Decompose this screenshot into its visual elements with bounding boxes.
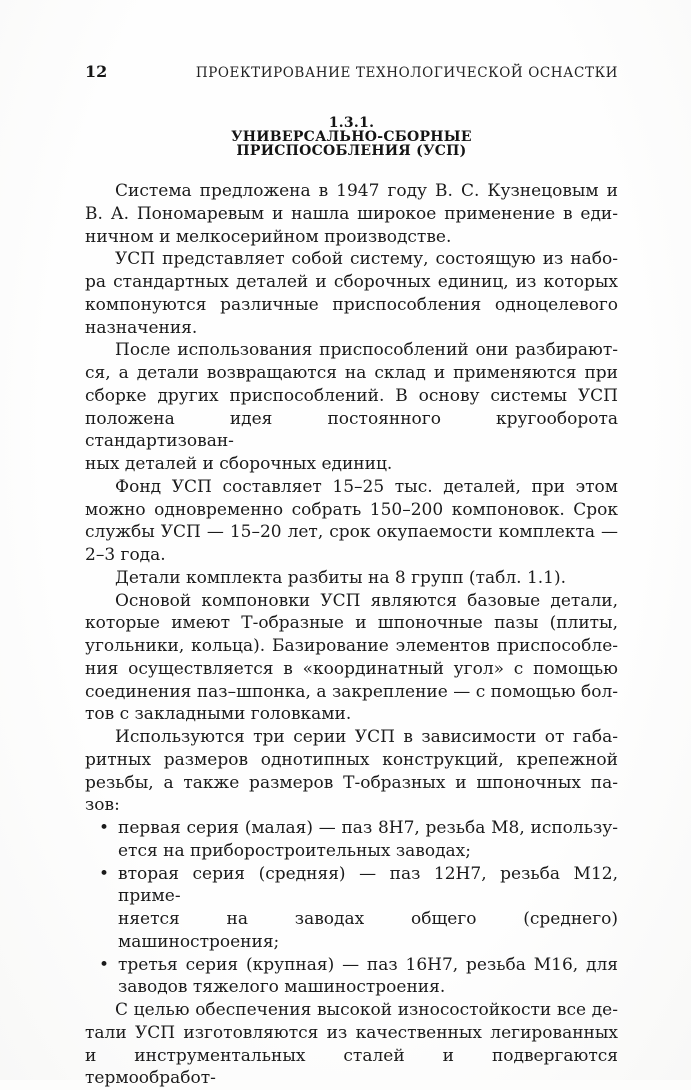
text-line: После использования приспособлений они разбирают- xyxy=(85,339,618,362)
text-line: зов: xyxy=(85,794,618,817)
bullet-item-series-2 xyxy=(85,863,618,954)
text-line: тов с закладными головками. xyxy=(85,703,618,726)
text-line: соединения паз–шпонка, а закрепление — с помощью бол- xyxy=(85,681,618,704)
text-line: ничном и мелкосерийном производстве. xyxy=(85,226,618,249)
text-line: С целью обеспечения высокой износостойкости все де- xyxy=(85,999,618,1022)
paragraph-wear-resistance xyxy=(85,999,618,1090)
text-line: ния осуществляется в «координатный угол» с помощью xyxy=(85,658,618,681)
text-line: которые имеют Т-образные и шпоночные пазы (плиты, xyxy=(85,612,618,635)
section-title-line1: УНИВЕРСАЛЬНО-СБОРНЫЕ xyxy=(85,131,618,145)
text-line: угольники, кольца). Базирование элементов приспособле- xyxy=(85,635,618,658)
text-line: Используются три серии УСП в зависимости от габа- xyxy=(85,726,618,749)
page-header xyxy=(85,63,618,82)
text-line: компонуются различные приспособления одноцелевого xyxy=(85,294,618,317)
text-line: УСП представляет собой систему, состоящую из набо- xyxy=(85,248,618,271)
text-line: Система предложена в 1947 году В. С. Кузнецовым и xyxy=(85,180,618,203)
text-line: заводов тяжелого машиностроения. xyxy=(118,976,618,999)
text-line: ра стандартных деталей и сборочных единиц, из которых xyxy=(85,271,618,294)
text-line: ется на приборостроительных заводах; xyxy=(118,840,618,863)
body-text xyxy=(85,180,618,1090)
text-line: В. А. Пономаревым и нашла широкое применение в еди- xyxy=(85,203,618,226)
text-line: вторая серия (средняя) — паз 12Н7, резьба М12, приме- xyxy=(118,863,618,909)
paragraph-fund xyxy=(85,476,618,567)
text-line: назначения. xyxy=(85,317,618,340)
text-line: ритных размеров однотипных конструкций, крепежной xyxy=(85,749,618,772)
text-line: Фонд УСП составляет 15–25 тыс. деталей, при этом xyxy=(85,476,618,499)
bullet-icon: • xyxy=(99,954,109,977)
text-line: третья серия (крупная) — паз 16Н7, резьба М16, для xyxy=(118,954,618,977)
paragraph-intro xyxy=(85,180,618,248)
paragraph-series xyxy=(85,726,618,817)
bullet-item-series-3 xyxy=(85,954,618,1000)
text-line: ных деталей и сборочных единиц. xyxy=(85,453,618,476)
text-line: сборке других приспособлений. В основу системы УСП xyxy=(85,385,618,408)
text-line: 2–3 года. xyxy=(85,544,618,567)
text-line: ся, а детали возвращаются на склад и применяются при xyxy=(85,362,618,385)
text-line: резьбы, а также размеров Т-образных и шпоночных па- xyxy=(85,772,618,795)
text-line: няется на заводах общего (среднего) машиностроения; xyxy=(118,908,618,954)
text-line: Детали комплекта разбиты на 8 групп (табл. 1.1). xyxy=(85,567,618,590)
text-line: тали УСП изготовляются из качественных легированных xyxy=(85,1022,618,1045)
text-line: можно одновременно собрать 150–200 компоновок. Срок xyxy=(85,499,618,522)
bullet-icon: • xyxy=(99,817,109,840)
paragraph-base-parts xyxy=(85,590,618,727)
running-head: ПРОЕКТИРОВАНИЕ ТЕХНОЛОГИЧЕСКОЙ ОСНАСТКИ xyxy=(196,64,618,82)
bullet-icon: • xyxy=(99,863,109,886)
page-number: 12 xyxy=(85,63,107,81)
text-line: и инструментальных сталей и подвергаются термообработ- xyxy=(85,1045,618,1090)
text-line: первая серия (малая) — паз 8Н7, резьба М8, использу- xyxy=(118,817,618,840)
text-line: Основой компоновки УСП являются базовые детали, xyxy=(85,590,618,613)
paragraph-reuse xyxy=(85,339,618,476)
section-number: 1.3.1. xyxy=(85,117,618,131)
paragraph-groups xyxy=(85,567,618,590)
section-title-line2: ПРИСПОСОБЛЕНИЯ (УСП) xyxy=(85,145,618,159)
paragraph-usp-system xyxy=(85,248,618,339)
text-line: службы УСП — 15–20 лет, срок окупаемости комплекта — xyxy=(85,521,618,544)
series-bullet-list xyxy=(85,817,618,999)
bullet-item-series-1 xyxy=(85,817,618,863)
section-heading xyxy=(85,117,618,158)
text-line: положена идея постоянного кругооборота стандартизован- xyxy=(85,408,618,454)
